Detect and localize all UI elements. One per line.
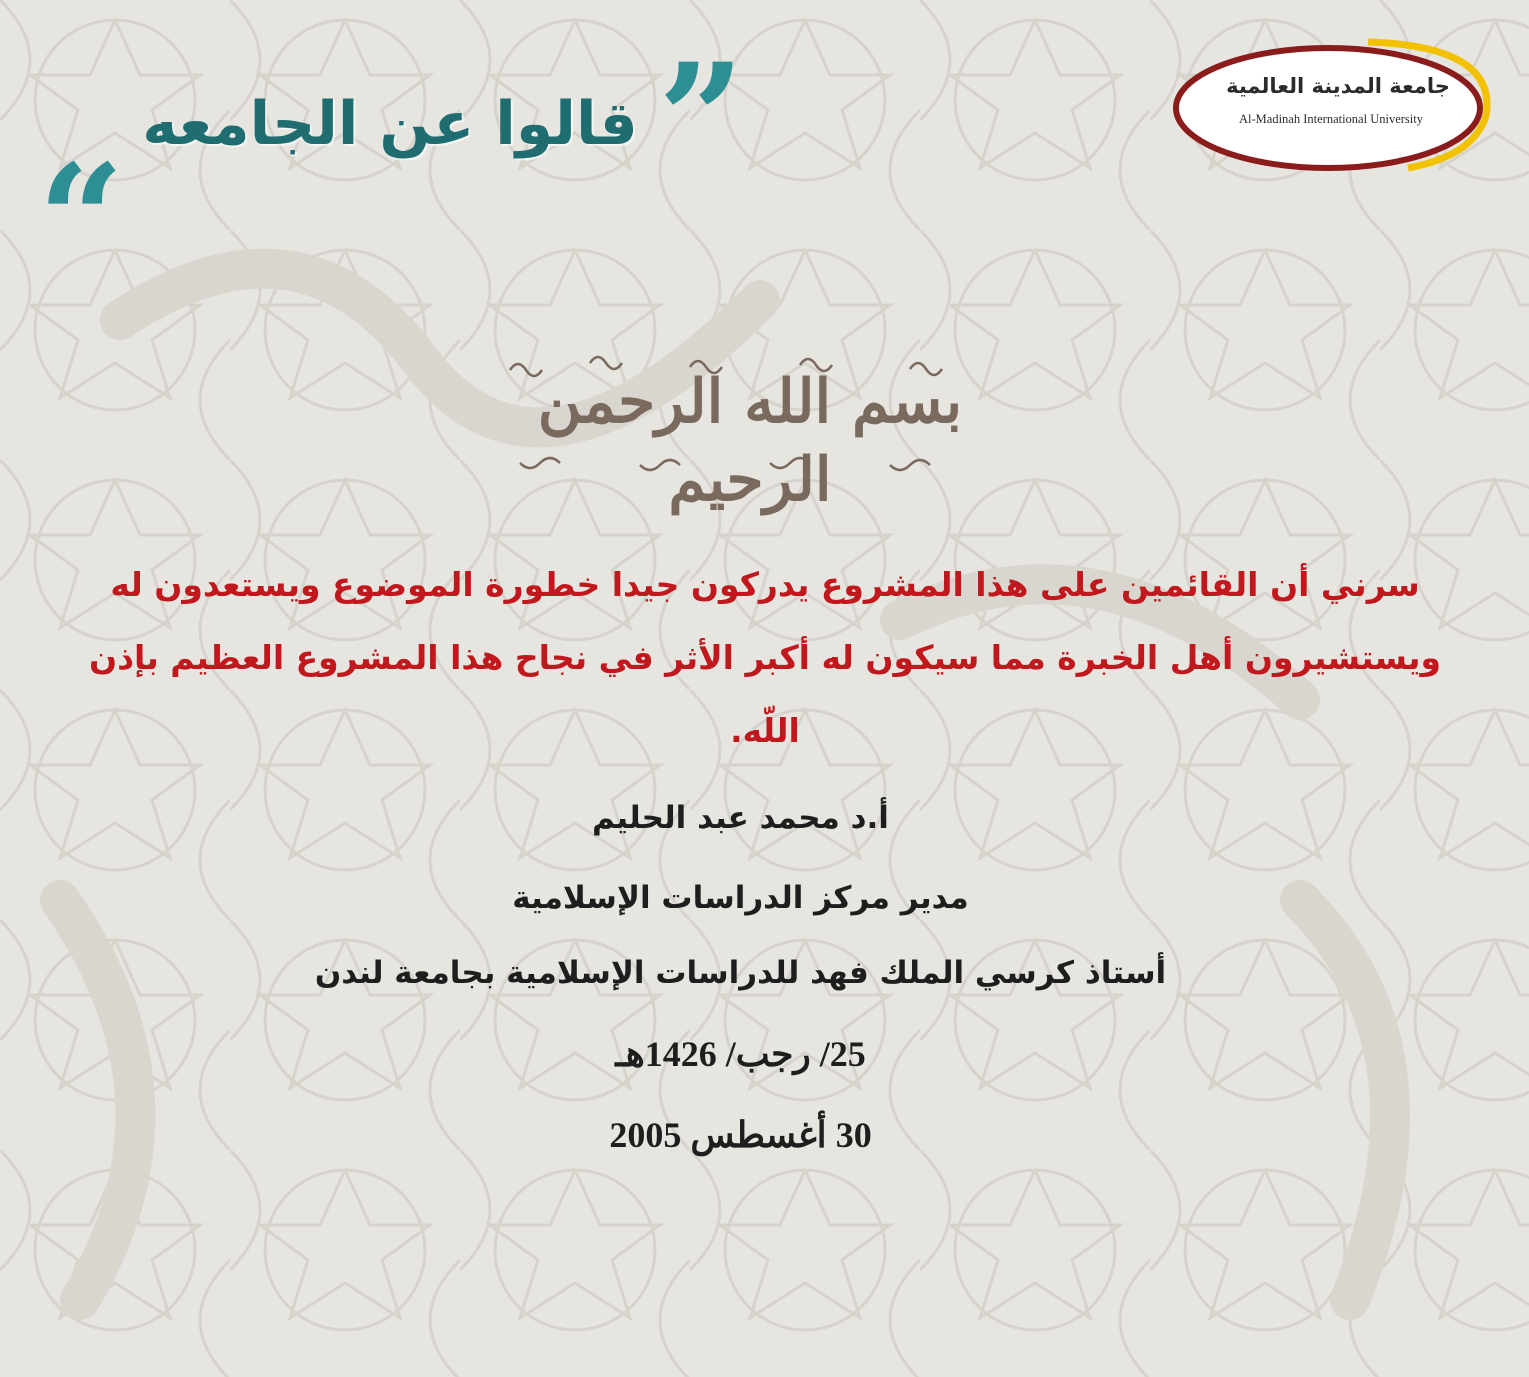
testimonial-text bbox=[40, 548, 1490, 767]
signatory-role: مدير مركز الدراسات الإسلامية bbox=[512, 880, 969, 916]
signatory-chair: أستاذ كرسي الملك فهد للدراسات الإسلامية بجامعة لندن bbox=[314, 955, 1167, 991]
page-title: قالوا عن الجامعه bbox=[142, 89, 638, 159]
testimonial-line: ويستشيرون أهل الخبرة مما سيكون له أكبر الأثر في نجاح هذا المشروع العظيم بإذن bbox=[88, 638, 1442, 677]
basmala-calligraphy bbox=[470, 345, 1030, 515]
basmala-text: بسم الله الرحمن الرحيم bbox=[537, 367, 963, 515]
logo-name-arabic: جامعة المدينة العالمية bbox=[1226, 74, 1450, 98]
university-logo bbox=[1168, 36, 1498, 176]
signatory-name: أ.د محمد عبد الحليم bbox=[592, 800, 889, 836]
date-gregorian: 30 أغسطس 2005 bbox=[609, 1115, 872, 1155]
header-title-block bbox=[30, 31, 750, 308]
logo-name-english: Al-Madinah International University bbox=[1239, 112, 1423, 126]
testimonial-line: سرني أن القائمين على هذا المشروع يدركون جيدا خطورة الموضوع ويستعدون له bbox=[110, 565, 1420, 604]
quote-open-icon: “ bbox=[38, 132, 125, 308]
testimonial-line: اللّه. bbox=[730, 711, 800, 750]
date-hijri: 25/ رجب/ 1426هـ bbox=[615, 1034, 866, 1074]
logo-swoosh-icon bbox=[1168, 36, 1498, 176]
quote-close-icon: ” bbox=[658, 31, 745, 207]
